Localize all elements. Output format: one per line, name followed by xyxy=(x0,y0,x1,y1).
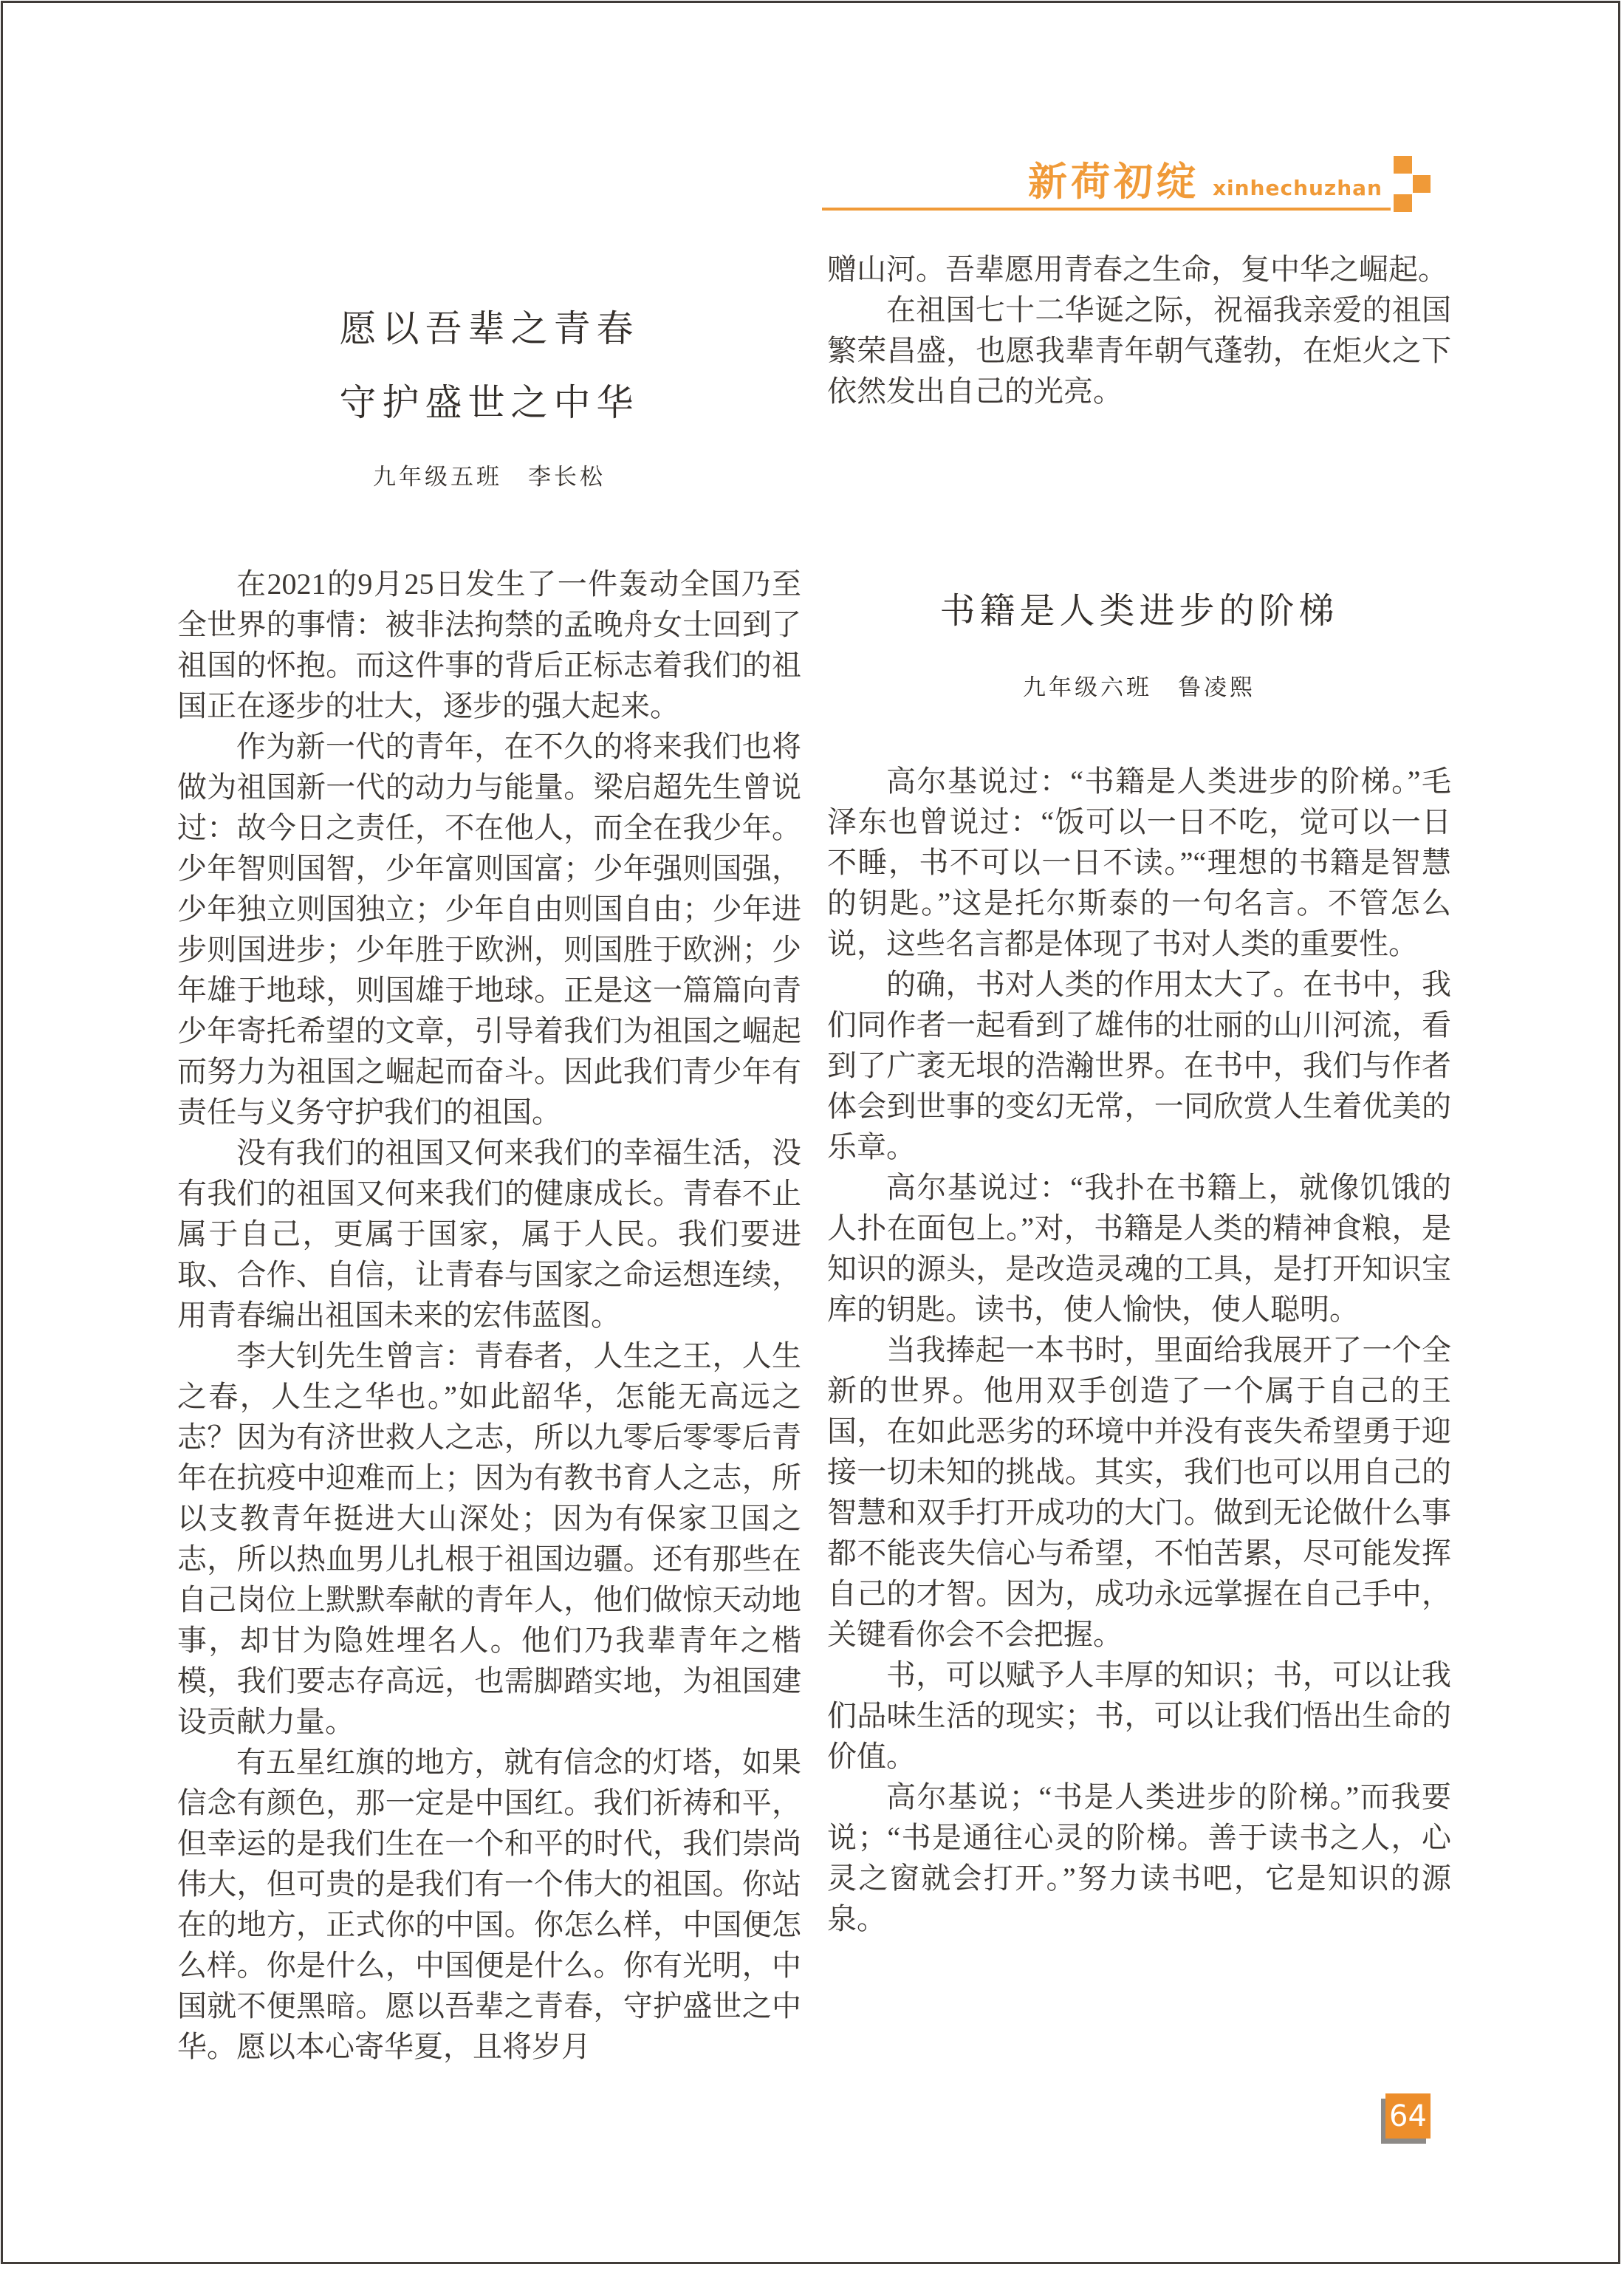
paragraph: 有五星红旗的地方，就有信念的灯塔，如果信念有颜色，那一定是中国红。我们祈祷和平，但幸运的是我们生在一个和平的时代，我们崇尚伟大，但可贵的是我们有一个伟大的祖国。你站在的地方，正式你的中国。你怎么样，中国便怎么样。你是什么，中国便是什么。你有光明，中国就不便黑暗。愿以吾辈之青春，守护盛世之中华。愿以本心寄华夏，且将岁月 xyxy=(177,1746,801,2063)
page-number: 64 xyxy=(1389,2099,1427,2133)
article2-title: 书籍是人类进步的阶梯 xyxy=(939,592,1339,631)
page-number-badge xyxy=(1385,2093,1431,2139)
paragraph: 书，可以赋予人丰厚的知识；书，可以让我们品味生活的现实；书，可以让我们悟出生命的价值。 xyxy=(827,1658,1451,1773)
page-header xyxy=(1027,160,1383,205)
paragraph: 作为新一代的青年，在不久的将来我们也将做为祖国新一代的动力与能量。梁启超先生曾说过：故今日之责任，不在他人，而全在我少年。少年智则国智，少年富则国富；少年强则国强，少年独立则国独立；少年自由则国自由；少年进步则国进步；少年胜于欧洲，则国胜于欧洲；少年雄于地球，则国雄于地球。正是这一篇篇向青少年寄托希望的文章，引导着我们为祖国之崛起而努力为祖国之崛起而奋斗。因此我们青少年有责任与义务守护我们的祖国。 xyxy=(177,730,801,1129)
article1-title-line2: 守护盛世之中华 xyxy=(339,382,640,423)
article1-byline: 九年级五班 李长松 xyxy=(373,464,606,490)
paragraph: 的确，书对人类的作用太大了。在书中，我们同作者一起看到了雄伟的壮丽的山川河流，看到了广袤无垠的浩瀚世界。在书中，我们与作者体会到世事的变幻无常，一同欣赏人生着优美的乐章。 xyxy=(827,968,1451,1163)
paragraph: 高尔基说过：“书籍是人类进步的阶梯。”毛泽东也曾说过：“饭可以一日不吃，觉可以一日不睡，书不可以一日不读。”“理想的书籍是智慧的钥匙。”这是托尔斯泰的一句名言。不管怎么说，这些名言都是体现了书对人类的重要性。 xyxy=(827,765,1451,960)
article1-title-line1: 愿以吾辈之青春 xyxy=(339,308,640,349)
magazine-logo-pinyin: xinhechuzhan xyxy=(1212,176,1383,200)
logo-squares-icon xyxy=(1394,156,1431,213)
paragraph: 在2021的9月25日发生了一件轰动全国乃至全世界的事情：被非法拘禁的孟晚舟女士回到了祖国的怀抱。而这件事的背后正标志着我们的祖国正在逐步的壮大，逐步的强大起来。 xyxy=(177,567,801,722)
paragraph: 高尔基说；“书是人类进步的阶梯。”而我要说；“书是通往心灵的阶梯。善于读书之人，心灵之窗就会打开。”努力读书吧，它是知识的源泉。 xyxy=(827,1780,1451,1935)
paragraph: 没有我们的祖国又何来我们的幸福生活，没有我们的祖国又何来我们的健康成长。青春不止属于自己，更属于国家，属于人民。我们要进取、合作、自信，让青春与国家之命运想连续，用青春编出祖国未来的宏伟蓝图。 xyxy=(177,1136,801,1332)
article1-continuation xyxy=(827,249,1451,411)
header-rule xyxy=(822,208,1391,211)
paragraph: 在祖国七十二华诞之际，祝福我亲爱的祖国繁荣昌盛，也愿我辈青年朝气蓬勃，在炬火之下依然发出自己的光亮。 xyxy=(827,293,1451,408)
article1-title xyxy=(177,292,801,440)
article1-body xyxy=(177,564,801,2067)
article2-body xyxy=(827,761,1451,1939)
paragraph: 当我捧起一本书时，里面给我展开了一个全新的世界。他用双手创造了一个属于自己的王国，在如此恶劣的环境中并没有丧失希望勇于迎接一切未知的挑战。其实，我们也可以用自己的智慧和双手打开成功的大门。做到无论做什么事都不能丧失信心与希望，不怕苦累，尽可能发挥自己的才智。因为，成功永远掌握在自己手中，关键看你会不会把握。 xyxy=(827,1333,1451,1651)
paragraph: 高尔基说过：“我扑在书籍上，就像饥饿的人扑在面包上。”对，书籍是人类的精神食粮，是知识的源头，是改造灵魂的工具，是打开知识宝库的钥匙。读书，使人愉快，使人聪明。 xyxy=(827,1171,1451,1326)
paragraph: 李大钊先生曾言：青春者，人生之王，人生之春，人生之华也。”如此韶华，怎能无高远之志？因为有济世救人之志，所以九零后零零后青年在抗疫中迎难而上；因为有教书育人之志，所以支教青年挺进大山深处；因为有保家卫国之志，所以热血男儿扎根于祖国边疆。还有那些在自己岗位上默默奉献的青年人，他们做惊天动地事，却甘为隐姓埋名人。他们乃我辈青年之楷模，我们要志存高远，也需脚踏实地，为祖国建设贡献力量。 xyxy=(177,1339,801,1738)
magazine-logo: 新荷初绽 xyxy=(1027,160,1199,205)
article2-byline: 九年级六班 鲁凌熙 xyxy=(1023,674,1255,700)
paragraph: 赠山河。吾辈愿用青春之生命，复中华之崛起。 xyxy=(827,253,1447,286)
